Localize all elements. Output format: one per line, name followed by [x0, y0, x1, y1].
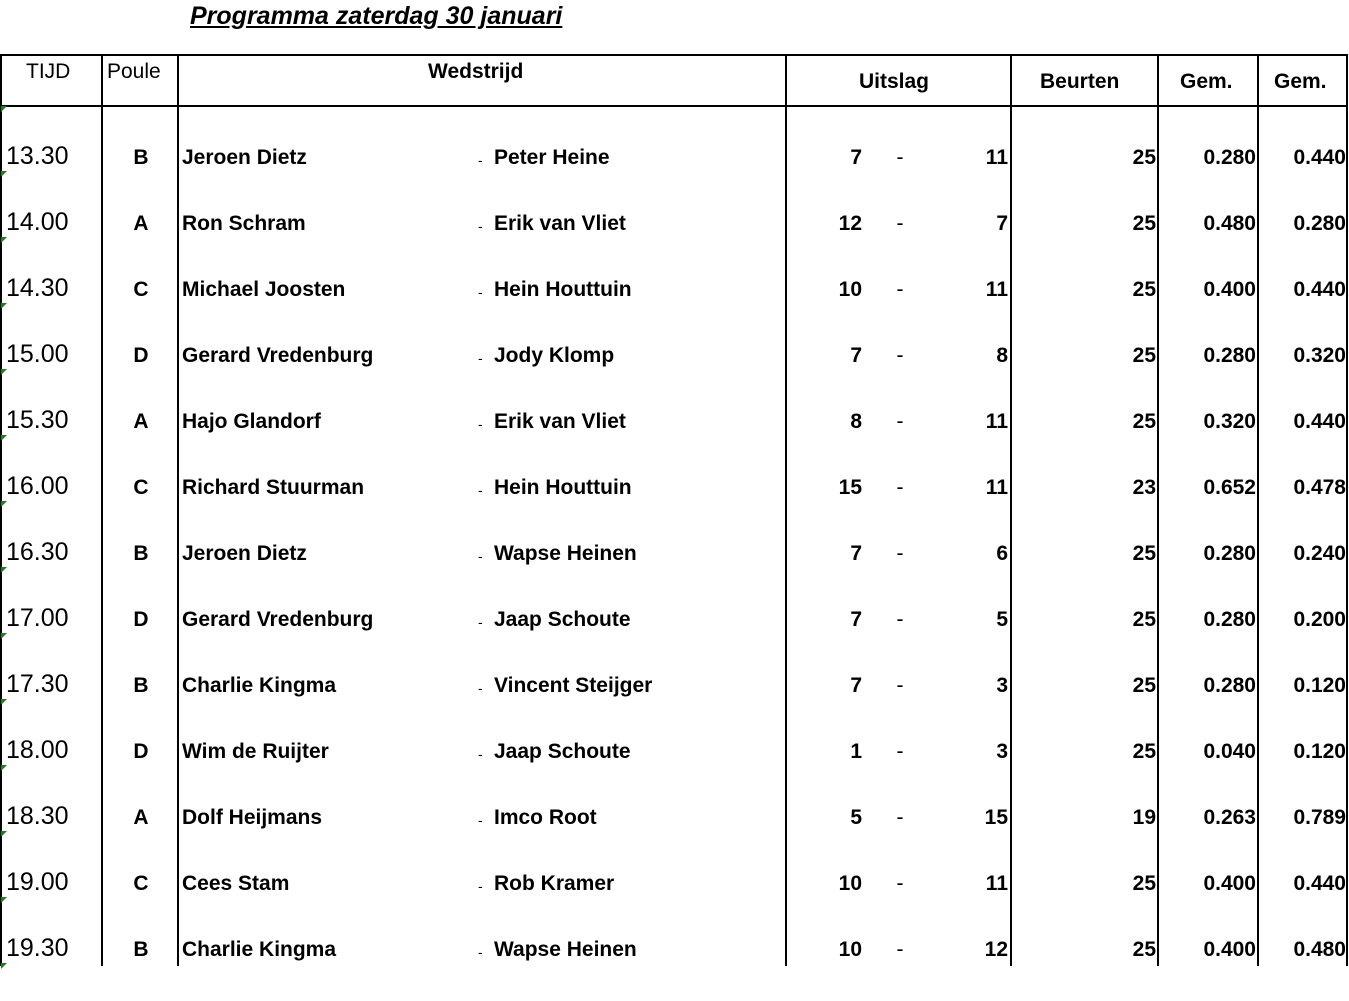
gem-away-cell: 0.120	[1293, 674, 1346, 697]
home-player-cell: Charlie Kingma	[182, 938, 337, 961]
away-score-cell: 6	[996, 542, 1008, 565]
header-poule: Poule	[107, 60, 161, 83]
away-score-cell: 7	[996, 212, 1008, 235]
gem-away-cell: 0.280	[1293, 212, 1346, 235]
gem-away-cell: 0.440	[1293, 146, 1346, 169]
poule-cell: A	[133, 410, 149, 433]
time-cell: 19.30	[6, 934, 69, 962]
poule-cell: B	[133, 674, 149, 697]
match-separator: -	[478, 416, 483, 432]
time-cell: 17.30	[6, 670, 69, 698]
away-player-cell: Jody Klomp	[494, 344, 615, 367]
away-score-cell: 15	[984, 806, 1008, 829]
cell-marker-icon	[1, 171, 7, 177]
beurten-cell: 19	[1132, 806, 1156, 829]
match-separator: -	[478, 944, 483, 960]
away-score-cell: 5	[996, 608, 1008, 631]
match-separator: -	[478, 482, 483, 498]
away-player-cell: Jaap Schoute	[494, 740, 631, 763]
match-separator: -	[478, 680, 483, 696]
match-separator: -	[478, 350, 483, 366]
away-player-cell: Hein Houttuin	[494, 476, 632, 499]
away-score-cell: 11	[985, 872, 1008, 895]
gem-home-cell: 0.280	[1203, 344, 1256, 367]
poule-cell: D	[133, 740, 149, 763]
time-cell: 18.30	[6, 802, 69, 830]
gem-home-cell: 0.400	[1203, 938, 1256, 961]
cell-marker-icon	[1, 237, 7, 243]
cell-marker-icon	[1, 369, 7, 375]
away-score-cell: 12	[984, 938, 1008, 961]
match-separator: -	[478, 218, 483, 234]
score-separator: -	[896, 344, 904, 367]
time-cell: 18.00	[6, 736, 69, 764]
table-row	[0, 473, 1348, 539]
gem-home-cell: 0.280	[1203, 542, 1256, 565]
gem-home-cell: 0.400	[1203, 872, 1256, 895]
beurten-cell: 25	[1132, 410, 1156, 433]
beurten-cell: 25	[1132, 608, 1156, 631]
away-score-cell: 3	[996, 674, 1008, 697]
beurten-cell: 25	[1132, 542, 1156, 565]
header-gem-2: Gem.	[1274, 70, 1327, 93]
home-player-cell: Charlie Kingma	[182, 674, 337, 697]
home-score-cell: 10	[838, 938, 862, 961]
table-row	[0, 209, 1348, 275]
home-player-cell: Ron Schram	[182, 212, 306, 235]
home-player-cell: Michael Joosten	[182, 278, 346, 301]
score-separator: -	[896, 872, 904, 895]
header-gem-1: Gem.	[1180, 70, 1233, 93]
cell-marker-icon	[1, 435, 7, 441]
beurten-cell: 25	[1132, 212, 1156, 235]
page-title: Programma zaterdag 30 januari	[190, 2, 563, 30]
score-separator: -	[896, 146, 904, 169]
poule-cell: C	[133, 278, 149, 301]
away-player-cell: Wapse Heinen	[494, 938, 637, 961]
time-cell: 14.30	[6, 274, 69, 302]
score-separator: -	[896, 476, 904, 499]
table-row	[0, 671, 1348, 737]
time-cell: 14.00	[6, 208, 69, 236]
away-player-cell: Wapse Heinen	[494, 542, 637, 565]
beurten-cell: 25	[1132, 146, 1156, 169]
score-separator: -	[896, 740, 904, 763]
table-row	[0, 737, 1348, 803]
time-cell: 13.30	[6, 142, 69, 170]
home-score-cell: 12	[838, 212, 862, 235]
gem-away-cell: 0.480	[1293, 938, 1346, 961]
away-player-cell: Jaap Schoute	[494, 608, 631, 631]
beurten-cell: 25	[1132, 938, 1156, 961]
away-player-cell: Hein Houttuin	[494, 278, 632, 301]
score-separator: -	[896, 674, 904, 697]
gem-away-cell: 0.200	[1293, 608, 1346, 631]
away-score-cell: 11	[985, 278, 1008, 301]
away-score-cell: 11	[985, 410, 1008, 433]
home-score-cell: 10	[838, 872, 862, 895]
gem-home-cell: 0.263	[1203, 806, 1256, 829]
poule-cell: A	[133, 806, 149, 829]
table-row	[0, 935, 1348, 1001]
time-cell: 15.30	[6, 406, 69, 434]
table-row	[0, 539, 1348, 605]
home-player-cell: Richard Stuurman	[182, 476, 365, 499]
beurten-cell: 25	[1132, 278, 1156, 301]
away-player-cell: Vincent Steijger	[494, 674, 653, 697]
table-row	[0, 275, 1348, 341]
table-row	[0, 407, 1348, 473]
match-separator: -	[478, 812, 483, 828]
score-separator: -	[896, 278, 904, 301]
away-player-cell: Erik van Vliet	[494, 212, 626, 235]
header-uitslag: Uitslag	[859, 70, 930, 93]
score-separator: -	[896, 806, 904, 829]
time-cell: 16.30	[6, 538, 69, 566]
score-separator: -	[896, 410, 904, 433]
home-player-cell: Hajo Glandorf	[182, 410, 321, 433]
gem-home-cell: 0.400	[1203, 278, 1256, 301]
poule-cell: C	[133, 476, 149, 499]
home-player-cell: Wim de Ruijter	[182, 740, 329, 763]
home-player-cell: Gerard Vredenburg	[182, 344, 374, 367]
cell-marker-icon	[1, 501, 7, 507]
time-cell: 17.00	[6, 604, 69, 632]
away-score-cell: 11	[985, 146, 1008, 169]
home-score-cell: 8	[850, 410, 862, 433]
poule-cell: A	[133, 212, 149, 235]
time-cell: 19.00	[6, 868, 69, 896]
cell-marker-icon	[1, 897, 7, 903]
time-cell: 16.00	[6, 472, 69, 500]
match-separator: -	[478, 152, 483, 168]
home-score-cell: 7	[850, 344, 862, 367]
gem-away-cell: 0.320	[1293, 344, 1346, 367]
table-top-border	[0, 54, 1348, 56]
gem-away-cell: 0.440	[1293, 410, 1346, 433]
gem-home-cell: 0.280	[1203, 674, 1256, 697]
cell-marker-icon	[1, 567, 7, 573]
gem-away-cell: 0.789	[1293, 806, 1346, 829]
gem-away-cell: 0.120	[1293, 740, 1346, 763]
home-player-cell: Cees Stam	[182, 872, 290, 895]
beurten-cell: 25	[1132, 674, 1156, 697]
table-row	[0, 605, 1348, 671]
cell-marker-icon	[1, 963, 7, 969]
table-row	[0, 803, 1348, 869]
home-player-cell: Gerard Vredenburg	[182, 608, 374, 631]
cell-marker-icon	[1, 303, 7, 309]
cell-marker-icon	[1, 765, 7, 771]
match-separator: -	[478, 746, 483, 762]
poule-cell: B	[133, 146, 149, 169]
gem-home-cell: 0.280	[1203, 146, 1256, 169]
match-separator: -	[478, 878, 483, 894]
cell-marker-icon	[1, 831, 7, 837]
gem-away-cell: 0.478	[1293, 476, 1346, 499]
table-row	[0, 341, 1348, 407]
results-table	[0, 54, 1348, 966]
poule-cell: B	[133, 938, 149, 961]
home-score-cell: 15	[838, 476, 862, 499]
score-separator: -	[896, 542, 904, 565]
home-player-cell: Dolf Heijmans	[182, 806, 323, 829]
gem-home-cell: 0.040	[1203, 740, 1256, 763]
home-player-cell: Jeroen Dietz	[182, 146, 307, 169]
gem-home-cell: 0.652	[1203, 476, 1256, 499]
header-tijd: TIJD	[26, 60, 71, 83]
time-cell: 15.00	[6, 340, 69, 368]
home-score-cell: 1	[850, 740, 862, 763]
poule-cell: D	[133, 344, 149, 367]
header-bottom-border	[0, 105, 1348, 107]
table-row	[0, 869, 1348, 935]
gem-away-cell: 0.240	[1293, 542, 1346, 565]
home-score-cell: 5	[850, 806, 862, 829]
gem-home-cell: 0.480	[1203, 212, 1256, 235]
match-separator: -	[478, 548, 483, 564]
away-score-cell: 3	[996, 740, 1008, 763]
poule-cell: D	[133, 608, 149, 631]
score-separator: -	[896, 938, 904, 961]
cell-marker-icon	[1, 106, 7, 112]
home-score-cell: 7	[850, 146, 862, 169]
home-player-cell: Jeroen Dietz	[182, 542, 307, 565]
home-score-cell: 10	[838, 278, 862, 301]
away-player-cell: Peter Heine	[494, 146, 610, 169]
header-beurten: Beurten	[1040, 70, 1120, 93]
beurten-cell: 25	[1132, 740, 1156, 763]
home-score-cell: 7	[850, 674, 862, 697]
poule-cell: B	[133, 542, 149, 565]
gem-home-cell: 0.280	[1203, 608, 1256, 631]
cell-marker-icon	[1, 699, 7, 705]
match-separator: -	[478, 284, 483, 300]
score-separator: -	[896, 212, 904, 235]
home-score-cell: 7	[850, 608, 862, 631]
beurten-cell: 25	[1132, 344, 1156, 367]
poule-cell: C	[133, 872, 149, 895]
beurten-cell: 23	[1132, 476, 1156, 499]
header-wedstrijd: Wedstrijd	[428, 60, 524, 83]
gem-away-cell: 0.440	[1293, 872, 1346, 895]
home-score-cell: 7	[850, 542, 862, 565]
away-player-cell: Imco Root	[494, 806, 597, 829]
gem-home-cell: 0.320	[1203, 410, 1256, 433]
away-score-cell: 8	[996, 344, 1008, 367]
match-separator: -	[478, 614, 483, 630]
beurten-cell: 25	[1132, 872, 1156, 895]
table-row	[0, 143, 1348, 209]
score-separator: -	[896, 608, 904, 631]
away-score-cell: 11	[985, 476, 1008, 499]
away-player-cell: Rob Kramer	[494, 872, 615, 895]
gem-away-cell: 0.440	[1293, 278, 1346, 301]
cell-marker-icon	[1, 633, 7, 639]
away-player-cell: Erik van Vliet	[494, 410, 626, 433]
